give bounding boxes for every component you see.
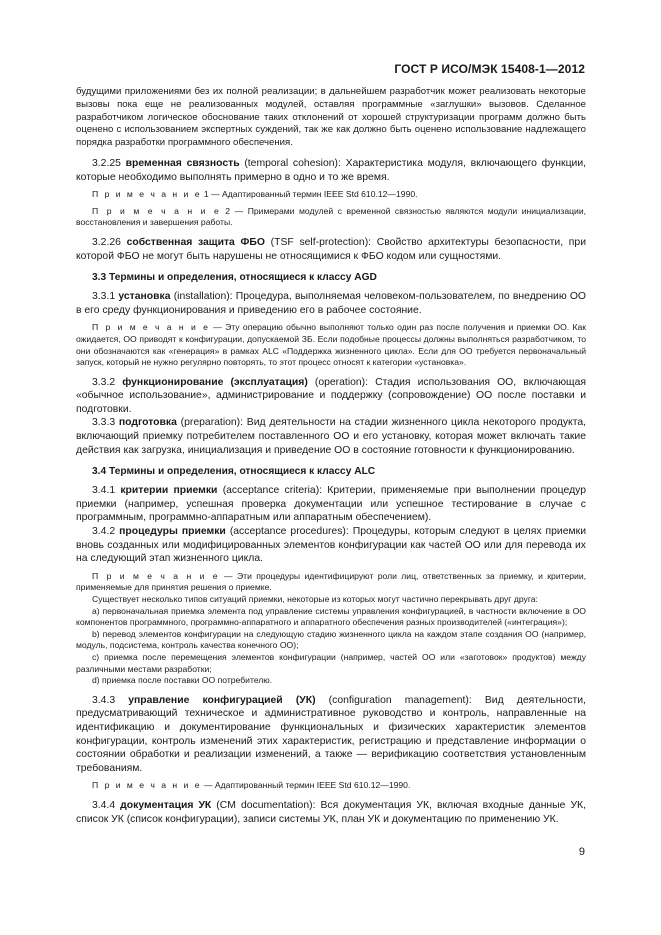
note-text: 1 — Адаптированный термин IEEE Std 610.12—1990. [203,189,418,200]
term-definition: (installation): Процедура, выполняемая человеком-пользователем, по внедрению ОО в его среду функционирования и приведению его в рабочее состояние. [76,291,587,316]
note-3-2-25-1 [76,189,586,201]
page-number: 9 [578,846,585,858]
list-intro: Существует несколько типов ситуаций приемки, некоторые из которых могут частично перекрывать друг друга: [92,594,538,605]
term-definition: (configuration management): Вид деятельности, предусматривающий техническое и административное руководство и контроль, направленные на идентификацию и документирование функциональных и физических характеристик элементов конфигурации, контроль изменений этих характеристик, регистрацию и представление информации о состоянии обработки и реализации изменений, а также — верификацию соответствия установленным требованиям. [76,694,586,774]
term-name: документация УК [120,799,212,811]
document-body [76,86,586,826]
list-item-a: а) первоначальная приемка элемента под управление системы управления конфигурацией, в частности включение в ОО компонентов программного, программно-аппаратного и аппаратного обеспечения разных производителей («интеграция»); [76,605,586,628]
list-item-b: b) перевод элементов конфигурации на следующую стадию жизненного цикла на каждом этапе создания ОО (например, модуль, подсистема, контроль качества конечного ОО); [76,628,586,651]
note-label: П р и м е ч а н и е [92,205,221,216]
term-definition: (acceptance procedures): Процедуры, которым следуют в целях приемки вновь созданных или модифицированных элементов конфигурации как частей ОО или для перевода их на следующий этап жизненного цикла. [76,526,587,565]
term-definition: (temporal cohesion): Характеристика модуля, включающего функции, которые необходимо выполнять примерно в одно и то же время. [76,157,587,183]
term-number: 3.3.3 [92,417,116,429]
document-header: ГОСТ Р ИСО/МЭК 15408-1—2012 [394,62,585,76]
term-definition: (acceptance criteria): Критерии, применяемые при выполнении процедур приемки (например, успешная проверка документации или успешное тестирование в случае с программным, программно-аппаратным или аппаратным обеспечением). [76,485,586,524]
term-definition: (CM documentation): Вся документация УК, включая входные данные УК, список УК (список конфигурации), записи системы УК, план УК и документацию по применению УК. [76,799,586,825]
term-3-2-25 [76,157,586,184]
note-label: П р и м е ч а н и е [92,570,220,581]
note-label: П р и м е ч а н и е [92,322,210,333]
term-3-4-4 [76,799,586,826]
term-name: функционирование (эксплуатация) [122,376,308,388]
term-3-3-3 [76,416,586,457]
term-name: процедуры приемки [119,526,226,538]
term-number: 3.3.2 [92,376,116,388]
note-text: — Эту операцию обычно выполняют только один раз после получения и приемки ОО. Как ожидается, ОО приводят к конфигурации, допускаемой ЗБ. Если подобные процессы должны выполняться разработчиком, то они обозначаются как «генерация» в рамках ALC «Поддержка жизненного цикла». Если для ОО требуется первоначальный запуск, который не нужно регулярно повторять, то этот процесс относят к категории «установка». [76,322,587,368]
term-name: управление конфигурацией (УК) [128,694,316,706]
term-name: критерии приемки [120,485,218,497]
section-3-4-heading: 3.4 Термины и определения, относящиеся к классу ALC [92,466,376,478]
term-3-4-1 [76,484,586,525]
term-name: установка [118,291,171,303]
term-name: подготовка [118,417,177,429]
section-3-3-heading: 3.3 Термины и определения, относящиеся к классу AGD [92,272,377,284]
note-3-4-2 [76,571,586,594]
term-number: 3.4.3 [92,694,116,706]
term-name: собственная защита ФБО [126,236,265,248]
term-3-4-3 [76,694,586,776]
note-label: П р и м е ч а н и е [92,189,202,200]
note-text: — Эти процедуры идентифицируют роли лиц, ответственных за приемку, и критерии, применяемые для принятия решения о приемке. [76,570,587,593]
term-number: 3.2.25 [92,157,121,169]
term-definition: (operation): Стадия использования ОО, включающая «обычное использование», администрирование и поддержку (сопровождение) ОО после поставки и подготовки. [76,376,586,415]
note-text: — Адаптированный термин IEEE Std 610.12—1990. [203,780,411,791]
term-number: 3.3.1 [92,291,116,303]
note-text: 2 — Примерами модулей с временной связностью являются модули инициализации, восстановления и завершения работы. [76,205,587,228]
term-3-2-26 [76,236,586,263]
term-number: 3.4.1 [92,485,116,497]
term-number: 3.4.4 [92,799,116,811]
note-3-3-1 [76,322,586,368]
term-number: 3.2.26 [92,236,121,248]
term-name: временная связность [125,157,240,169]
term-definition: (preparation): Вид деятельности на стадии жизненного цикла некоторого продукта, включающий приемку потребителем поставленного ОО и его установку, которая может включать такие действия как загрузка, инициализация и приведение ОО в состояние готовности к функционированию. [76,417,586,456]
term-definition: (TSF self-protection): Свойство архитектуры безопасности, при которой ФБО не могут быть нарушены не относящимися к ФБО кодом или сущностями. [76,236,586,262]
list-item-d: d) приемка после поставки ОО потребителю. [92,675,273,686]
term-3-3-1 [76,290,586,317]
intro-paragraph: будущими приложениями без их полной реализации; в дальнейшем разработчик может реализовать некоторые вызовы пока еще не реализованных модулей, оставляя программные «заглушки» вызовов. Сделанное разработчиком логическое обоснование таких отклонений от хорошей структуризации программ должно быть оценено с использованием экспертных суждений, так же как должно быть оценено использование надлежащего порядка разработки программного обеспечения. [76,86,586,149]
note-label: П р и м е ч а н и е [92,780,202,791]
note-3-4-3 [76,780,586,792]
term-3-3-2 [76,376,586,417]
term-number: 3.4.2 [92,526,116,538]
term-3-4-2 [76,525,586,566]
list-item-c: c) приемка после перемещения элементов конфигурации (например, частей ОО или «заготовок» продуктов) между различными местами разработки; [76,651,586,674]
note-3-2-25-2 [76,206,586,229]
